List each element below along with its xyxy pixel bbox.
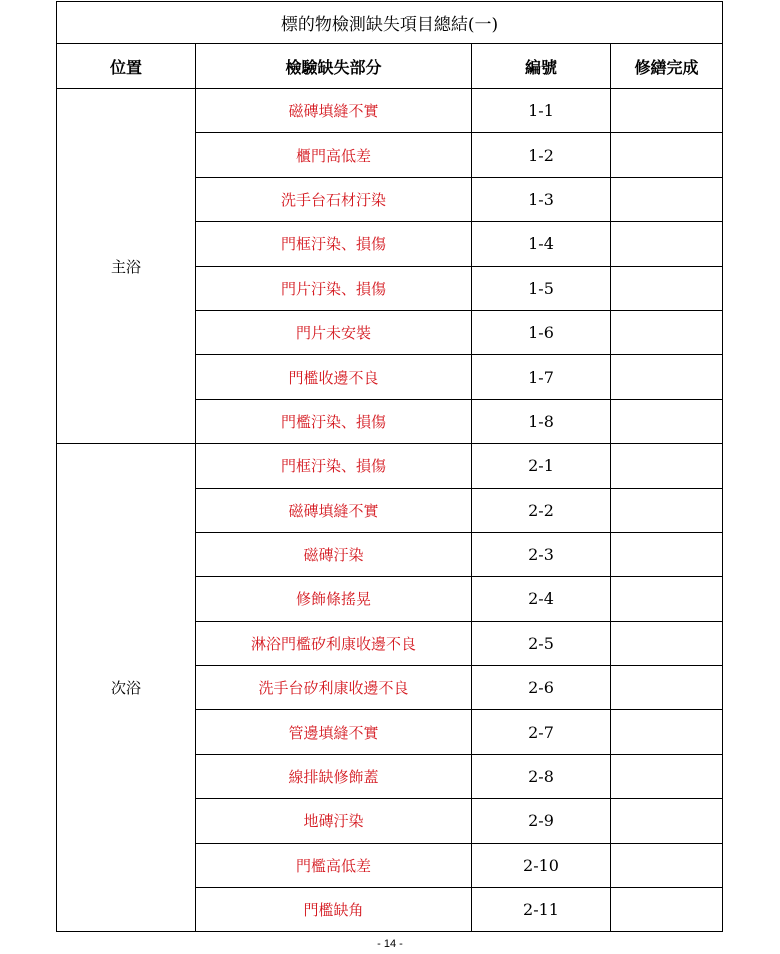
defect-cell: 門檻高低差 (196, 843, 472, 887)
defect-cell: 門框汙染、損傷 (196, 222, 472, 266)
number-cell: 2-8 (472, 754, 611, 798)
location-cell: 次浴 (57, 444, 196, 932)
repair-cell (611, 577, 723, 621)
defect-cell: 門片汙染、損傷 (196, 266, 472, 310)
number-cell: 2-7 (472, 710, 611, 754)
repair-cell (611, 355, 723, 399)
page-number: - 14 - (377, 938, 403, 950)
number-cell: 1-2 (472, 133, 611, 177)
repair-cell (611, 621, 723, 665)
defect-summary-sheet (56, 1, 722, 932)
number-cell: 2-11 (472, 888, 611, 932)
repair-cell (611, 310, 723, 354)
defect-cell: 門檻收邊不良 (196, 355, 472, 399)
repair-cell (611, 799, 723, 843)
location-cell: 主浴 (57, 89, 196, 444)
number-cell: 1-5 (472, 266, 611, 310)
repair-cell (611, 888, 723, 932)
number-cell: 2-2 (472, 488, 611, 532)
defect-cell: 線排缺修飾蓋 (196, 754, 472, 798)
defect-cell: 磁磚汙染 (196, 532, 472, 576)
table-row (57, 89, 723, 133)
defect-cell: 磁磚填縫不實 (196, 488, 472, 532)
repair-cell (611, 710, 723, 754)
repair-cell (611, 532, 723, 576)
repair-cell (611, 399, 723, 443)
defect-summary-table (56, 1, 723, 932)
repair-cell (611, 444, 723, 488)
defect-cell: 管邊填縫不實 (196, 710, 472, 754)
repair-cell (611, 133, 723, 177)
defect-cell: 門框汙染、損傷 (196, 444, 472, 488)
header-repair: 修繕完成 (611, 44, 723, 89)
number-cell: 1-7 (472, 355, 611, 399)
header-number: 編號 (472, 44, 611, 89)
repair-cell (611, 754, 723, 798)
defect-cell: 淋浴門檻矽利康收邊不良 (196, 621, 472, 665)
defect-cell: 門片未安裝 (196, 310, 472, 354)
number-cell: 1-4 (472, 222, 611, 266)
defect-cell: 門檻缺角 (196, 888, 472, 932)
defect-cell: 洗手台矽利康收邊不良 (196, 666, 472, 710)
number-cell: 2-5 (472, 621, 611, 665)
repair-cell (611, 177, 723, 221)
number-cell: 2-4 (472, 577, 611, 621)
number-cell: 2-9 (472, 799, 611, 843)
number-cell: 2-10 (472, 843, 611, 887)
repair-cell (611, 266, 723, 310)
number-cell: 1-8 (472, 399, 611, 443)
defect-cell: 地磚汙染 (196, 799, 472, 843)
table-body (57, 89, 723, 932)
repair-cell (611, 666, 723, 710)
defect-cell: 磁磚填縫不實 (196, 89, 472, 133)
defect-cell: 門檻汙染、損傷 (196, 399, 472, 443)
number-cell: 2-1 (472, 444, 611, 488)
number-cell: 2-6 (472, 666, 611, 710)
number-cell: 1-3 (472, 177, 611, 221)
defect-cell: 洗手台石材汙染 (196, 177, 472, 221)
header-defect: 檢驗缺失部分 (196, 44, 472, 89)
number-cell: 1-6 (472, 310, 611, 354)
table-row (57, 444, 723, 488)
number-cell: 2-3 (472, 532, 611, 576)
defect-cell: 修飾條搖晃 (196, 577, 472, 621)
table-title: 標的物檢測缺失項目總結(一) (57, 2, 723, 44)
defect-cell: 櫃門高低差 (196, 133, 472, 177)
number-cell: 1-1 (472, 89, 611, 133)
repair-cell (611, 222, 723, 266)
repair-cell (611, 843, 723, 887)
repair-cell (611, 89, 723, 133)
header-location: 位置 (57, 44, 196, 89)
repair-cell (611, 488, 723, 532)
